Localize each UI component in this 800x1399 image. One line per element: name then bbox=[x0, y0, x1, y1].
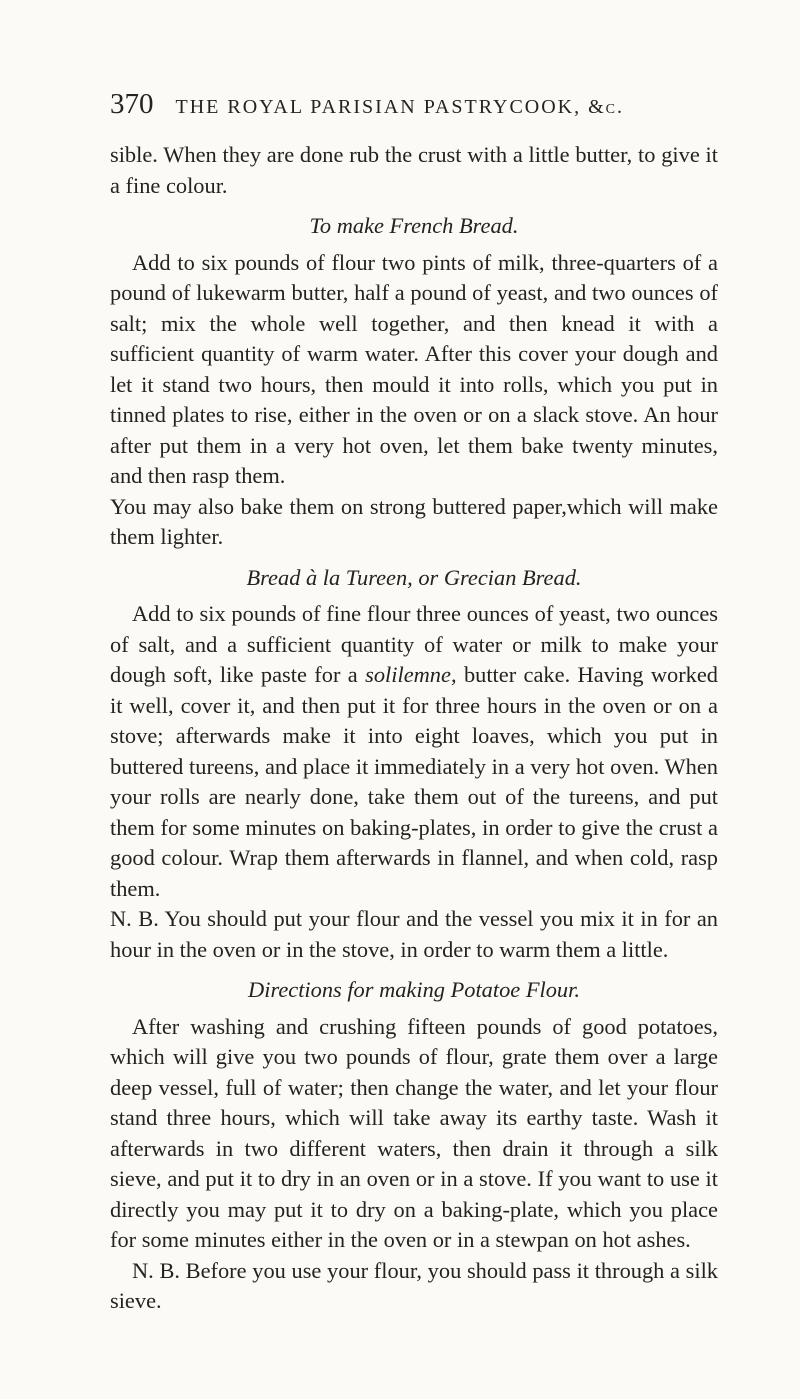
section-title-potatoe-flour: Directions for making Potatoe Flour. bbox=[248, 977, 580, 1002]
french-bread-paragraph-1: Add to six pounds of flour two pints of milk, three-quarters of a pound of lukewarm butter, half a pound of yeast, and two ounces of salt; mix the whole well together, and then knead it with a sufficient quantity of warm water. After this cover your dough and let it stand two hours, then mould it into rolls, which you put in tinned plates to rise, either in the oven or on a slack stove. An hour after put them in a very hot oven, let them bake twenty minutes, and then rasp them. bbox=[110, 249, 718, 488]
section-title-grecian-bread: Bread à la Tureen, or Grecian Bread. bbox=[246, 564, 582, 590]
french-bread-paragraph-2: You may also bake them on strong buttered paper,which will make them lighter. bbox=[110, 493, 718, 549]
grecian-bread-paragraph-1 bbox=[110, 599, 718, 904]
grecian-text-after: , butter cake. Having worked it well, cover it, and then put it for three hours in the oven or on a stove; afterwards make it into eight loaves, which you put in buttered tureens, and place it immediately in a very hot oven. When your rolls are nearly done, take them out of the tureens, and put them for some minutes on baking-plates, in order to give the crust a good colour. Wrap them afterwards in flannel, and when cold, rasp them. bbox=[110, 662, 719, 901]
section-title-french-bread: To make French Bread. bbox=[309, 213, 519, 238]
grecian-bread-paragraph-2: N. B. You should put your flour and the vessel you mix it in for an hour in the oven or in the stove, in order to warm them a little. bbox=[110, 906, 718, 962]
page-header bbox=[110, 88, 710, 121]
page-number: 370 bbox=[110, 88, 154, 120]
potatoe-flour-paragraph-1: After washing and crushing fifteen pounds of good potatoes, which will give you two pounds of flour, grate them over a large deep vessel, full of water; then change the water, and let your flour stand three hours, which will take away its earthy taste. Wash it afterwards in two different waters, then drain it through a silk sieve, and put it to dry in an oven or in a stove. If you want to use it directly you may put it to dry on a baking-plate, which you place for some minutes either in the oven or in a stewpan on hot ashes. bbox=[110, 1013, 718, 1252]
page-body bbox=[110, 140, 718, 1317]
grecian-italic-term: solilemne bbox=[365, 662, 451, 687]
running-title: THE ROYAL PARISIAN PASTRYCOOK, &c. bbox=[175, 96, 625, 118]
intro-paragraph: sible. When they are done rub the crust with a little butter, to give it a fine colour. bbox=[110, 142, 718, 198]
potatoe-flour-paragraph-2: N. B. Before you use your flour, you should pass it through a silk sieve. bbox=[110, 1257, 718, 1313]
grecian-text-before: Add to six pounds of fine flour three ounces of yeast, two ounces of salt, and a sufficient quantity of water or milk to make your dough soft, like paste for a bbox=[110, 601, 718, 687]
